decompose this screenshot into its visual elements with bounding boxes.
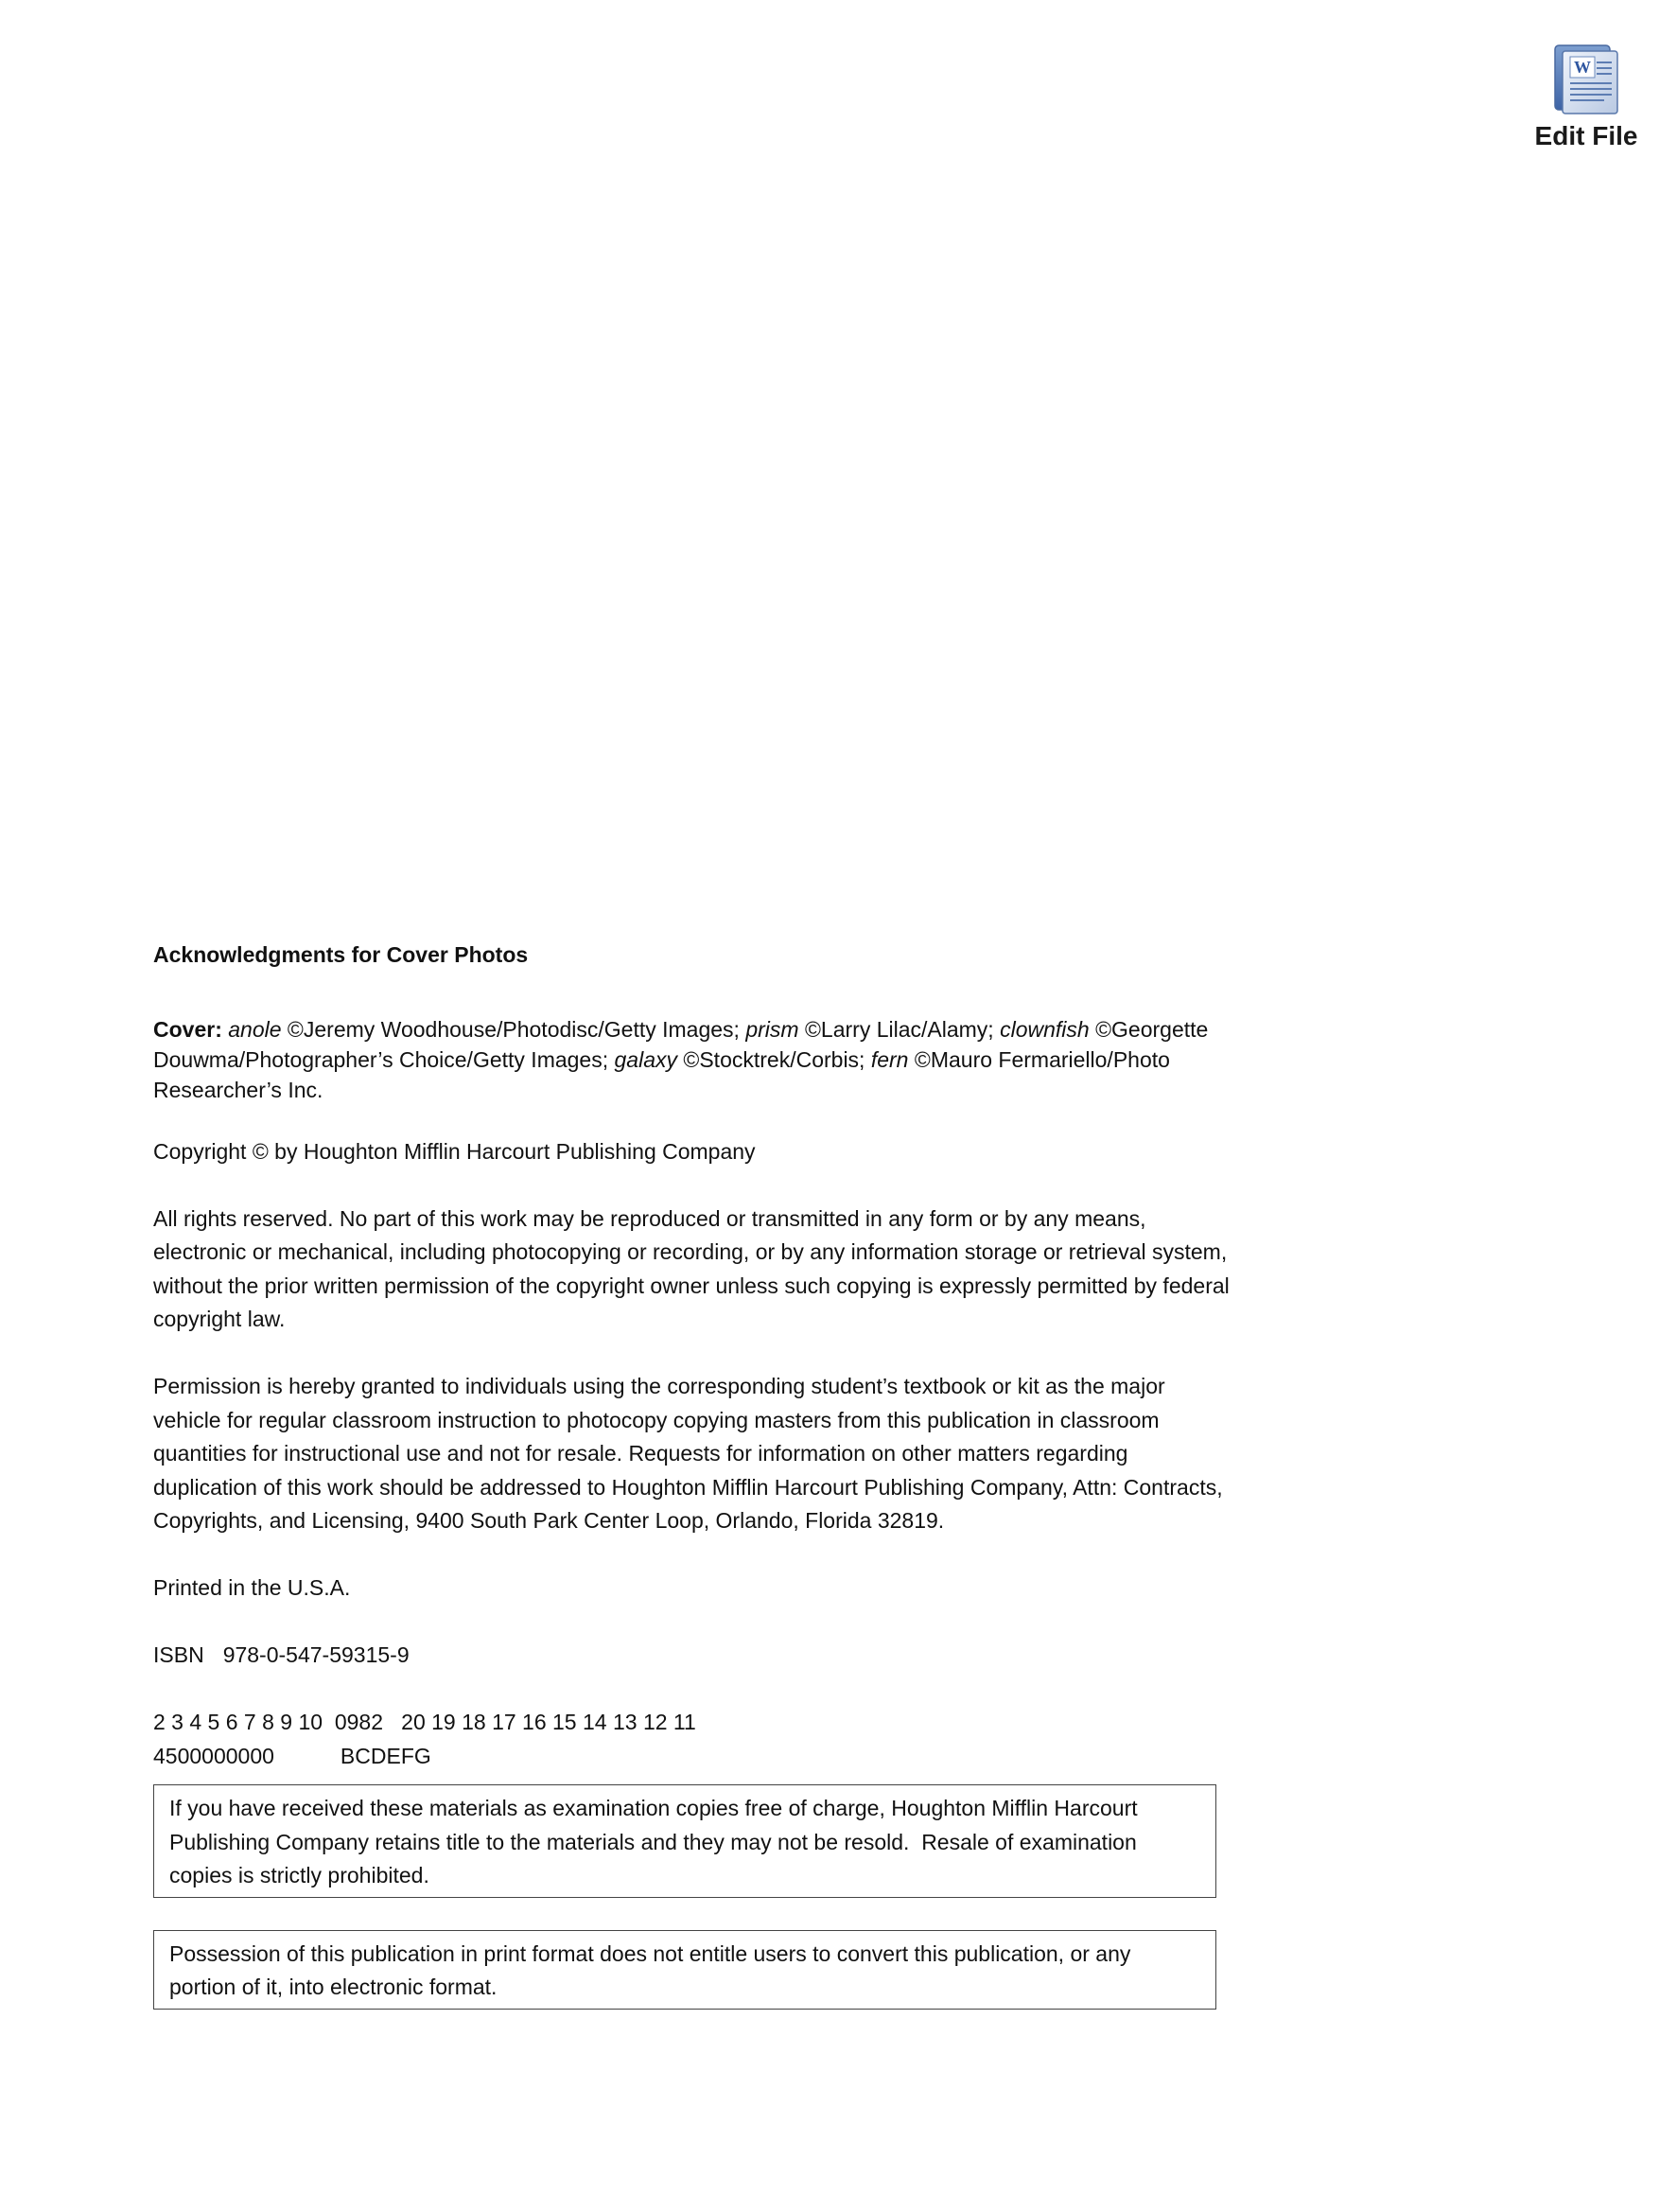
credit-text: ©Mauro Fermariello/Photo Researcher’s Inc. — [153, 1046, 1170, 1102]
credit-text: ©Stocktrek/Corbis; — [677, 1046, 871, 1072]
print-number-line: 2 3 4 5 6 7 8 9 10 0982 20 19 18 17 16 15 14 13 12 11 — [153, 1710, 696, 1734]
edit-file-button[interactable] — [1525, 42, 1648, 151]
permission-paragraph: Permission is hereby granted to individuals using the corresponding student’s textbook or kit as the major vehicle for regular classroom instruction to photocopy copying masters from this publication in classroom quantities for instructional use and not for resale. Requests for information on other matters regarding duplication of this work should be addressed to Houghton Mifflin Harcourt Publishing Company, Attn: Contracts, Copyrights, and Licensing, 9400 South Park Center Loop, Orlando, Florida 32819. — [153, 1374, 1223, 1533]
print-letters: BCDEFG — [340, 1743, 431, 1768]
credit-subject: prism — [745, 1016, 799, 1042]
copyright-line: Copyright © by Houghton Mifflin Harcourt Publishing Company — [153, 1138, 756, 1164]
isbn-line — [153, 1639, 1232, 1673]
cover-label: Cover: — [153, 1016, 222, 1042]
isbn-value: 978-0-547-59315-9 — [222, 1642, 410, 1667]
electronic-notice: Possession of this publication in print format does not entitle users to convert this publication, or any portion of it, into electronic format. — [169, 1940, 1131, 1999]
page-heading: Acknowledgments for Cover Photos — [153, 942, 529, 967]
printed-line: Printed in the U.S.A. — [153, 1575, 351, 1600]
cover-credits — [153, 1014, 1232, 1105]
word-document-icon — [1549, 42, 1623, 117]
print-code: 4500000000 — [153, 1743, 274, 1768]
credit-subject: galaxy — [614, 1046, 677, 1072]
examination-notice: If you have received these materials as examination copies free of charge, Houghton Mifflin Harcourt Publishing Company retains title to the materials and they may not be resold. Resale of examination copies is strictly prohibited. — [169, 1796, 1144, 1887]
svg-text:W: W — [1574, 58, 1591, 77]
credit-subject: clownfish — [1000, 1016, 1090, 1042]
examination-notice-box — [153, 1784, 1216, 1898]
rights-paragraph: All rights reserved. No part of this work may be reproduced or transmitted in any form or by any means, electronic or mechanical, including photocopying or recording, or by any information storage or retrieval system, without the prior written permission of the copyright owner unless such copying is expressly permitted by federal copyright law. — [153, 1205, 1230, 1331]
isbn-label: ISBN — [153, 1642, 204, 1667]
edit-file-label: Edit File — [1534, 121, 1638, 150]
credit-subject: fern — [870, 1046, 909, 1072]
credit-subject: anole — [228, 1016, 282, 1042]
copyright-page — [153, 939, 1232, 2010]
electronic-notice-box — [153, 1930, 1216, 2010]
credit-text: ©Georgette Douwma/Photographer’s Choice/Getty Images; — [153, 1016, 1209, 1072]
credit-text: ©Jeremy Woodhouse/Photodisc/Getty Images; — [281, 1016, 746, 1042]
print-code-line — [153, 1740, 1232, 1774]
credit-text: ©Larry Lilac/Alamy; — [798, 1016, 1001, 1042]
